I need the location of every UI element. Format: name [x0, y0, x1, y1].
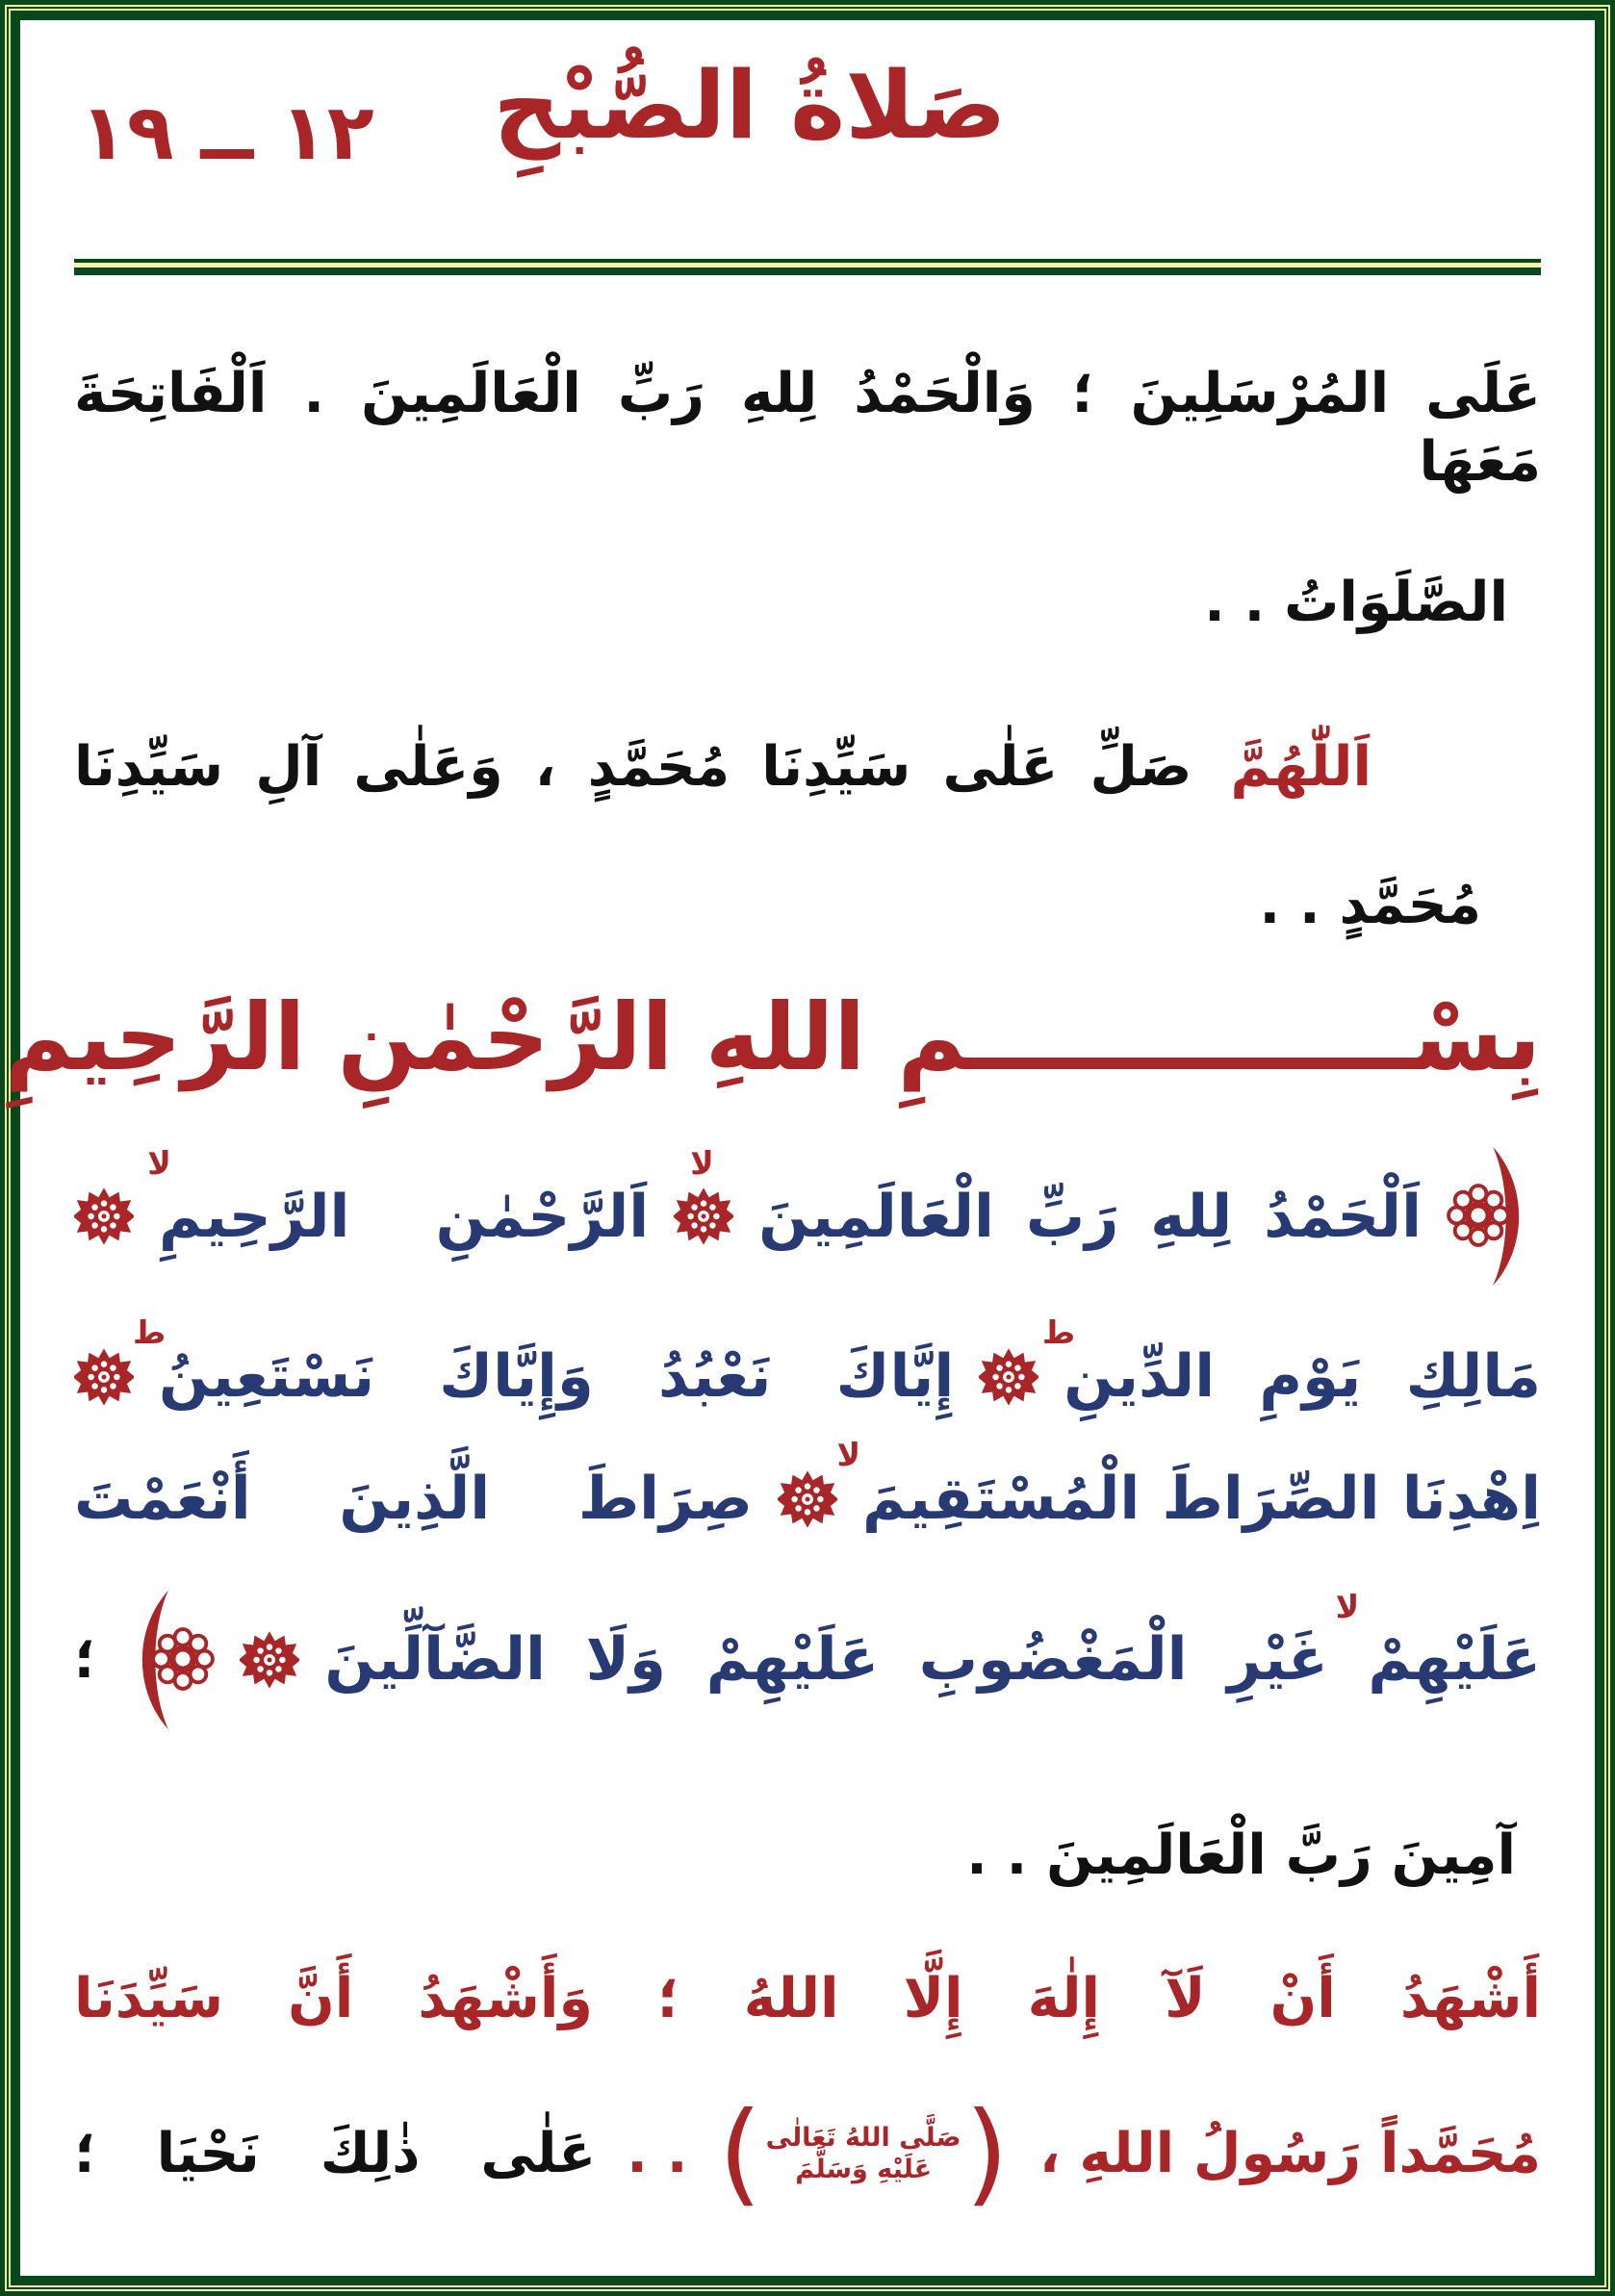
fatiha-verse-7-start: صِرَاطَ الَّذِينَ أَنْعَمْتَ [74, 1465, 753, 1534]
rosette-icon [240, 1630, 299, 1690]
salawat-parenthetical [718, 2088, 1009, 2219]
rosette-icon [674, 1186, 733, 1246]
fatiha-verse-6: اِهْدِنَا الصِّرَاطَ الْمُسْتَقِيمَ [862, 1465, 1541, 1534]
semicolon-mark: ؛ [74, 1628, 96, 1692]
waqf-mark: ط [1041, 1314, 1076, 1352]
allahumma-lead-word: اَللّٰهُمَّ [1230, 734, 1371, 799]
ellipsis-dots: . . [627, 2122, 688, 2186]
ornate-close-bracket-icon [120, 1587, 215, 1733]
intro-line-2: الصَّلَوَاتُ . . [1204, 570, 1508, 634]
salawat-lower-text: عَلَيْهِ وَسَلَّمَ [795, 2155, 933, 2185]
close-paren: ) [718, 2088, 762, 2219]
rosette-icon [74, 1186, 134, 1246]
fatiha-verse-3: اَلرَّحْمٰنِ الرَّحِيمِ [159, 1182, 650, 1251]
intro-line-1: عَلَى المُرْسَلِينَ ؛ وَالْحَمْدُ لِلهِ رَبِّ الْعَالَمِينَ . اَلْفَاتِحَةَ مَعَهَا [74, 362, 1541, 495]
salutation-line-1 [74, 733, 1541, 802]
rosette-icon [979, 1347, 1038, 1407]
ornate-open-bracket-icon [1447, 1143, 1541, 1289]
fatiha-line-3 [74, 1436, 1541, 1534]
waqf-mark: لا [1335, 1587, 1360, 1625]
header-divider [74, 259, 1541, 275]
waqf-mark: ط [132, 1314, 167, 1352]
waqf-mark: لا [836, 1436, 861, 1474]
decorative-frame-inner [5, 11, 1604, 2285]
fatiha-line-4 [74, 1587, 1541, 1733]
fatiha-line-1 [74, 1143, 1541, 1289]
rosette-icon [778, 1469, 837, 1529]
open-paren: ( [964, 2088, 1009, 2219]
salutation-line-1-text: صَلِّ عَلٰى سَيِّدِنَا مُحَمَّدٍ ، وَعَلٰى آلِ سَيِّدِنَا [74, 734, 1192, 799]
fatiha-verse-2: اَلْحَمْدُ لِلهِ رَبِّ الْعَالَمِينَ [758, 1182, 1422, 1251]
amin-line: آمِينَ رَبَّ الْعَالَمِينَ . . [966, 1823, 1516, 1887]
waqf-mark: لا [147, 1144, 171, 1183]
salutation-line-2: مُحَمَّدٍ . . [1259, 873, 1481, 936]
decorative-frame-line-1 [5, 5, 1610, 2291]
salawat-calligraphy [766, 2122, 961, 2187]
waqf-mark: لا [690, 1144, 714, 1183]
fatiha-verse-7-end: عَلَيْهِمْ غَيْرِ الْمَغْضُوبِ عَلَيْهِمْ وَلَا الضَّآلِّينَ [324, 1625, 1541, 1695]
fatiha-line-2 [74, 1314, 1541, 1412]
decorative-frame-line-2 [7, 7, 1608, 2289]
shahada-line-1: أَشْهَدُ أَنْ لَآ إِلٰهَ إِلَّا اللهُ ؛ وَأَشْهَدُ أَنَّ سَيِّدَنَا [74, 1966, 1541, 2030]
fatiha-verse-4: مَالِكِ يَوْمِ الدِّينِ [1064, 1342, 1541, 1412]
basmala-calligraphy: بِسْــــــــــــــمِ اللهِ الرَّحْمٰنِ الرَّحِيمِ [5, 983, 1541, 1092]
page-title: صَلاةُ الصُّبْحِ [493, 51, 1007, 160]
shahada-line-2-black-text: عَلٰى ذٰلِكَ نَحْيَا ؛ [74, 2122, 597, 2186]
page-numbers: ١٢ ــ ١٩ [80, 88, 374, 177]
shahada-line-2 [74, 2088, 1541, 2219]
fatiha-verse-5: إِيَّاكَ نَعْبُدُ وَإِيَّاكَ نَسْتَعِينُ [159, 1342, 955, 1412]
rosette-icon [74, 1347, 134, 1407]
page-header [74, 45, 1541, 234]
decorative-frame-line-3 [5, 9, 1606, 2287]
shahada-line-2-red-text: مُحَمَّداً رَسُولُ اللهِ ، [1038, 2122, 1541, 2186]
salawat-upper-text: صَلَّى اللهُ تَعَالٰى [765, 2122, 961, 2153]
page-content [5, 20, 1595, 2276]
